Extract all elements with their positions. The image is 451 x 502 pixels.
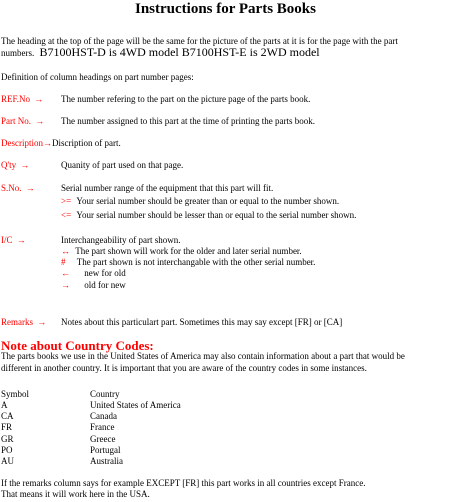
ic-note-old-for-new: → old for new <box>61 280 126 290</box>
serial-note-le: <= Your serial number should be lesser than or equal to the serial number shown. <box>61 210 357 220</box>
intro-numbers: numbers. <box>1 48 35 58</box>
desc-remarks: Notes about this particulart part. Sometimes this may say except [FR] or [CA] <box>61 317 343 327</box>
desc-sno: Serial number range of the equipment that this part will fit. <box>61 183 274 193</box>
arrow-right-icon: → <box>43 138 52 148</box>
desc-qty: Quanity of part used on that page. <box>61 160 184 170</box>
arrow-right-icon: → <box>20 160 30 170</box>
intro-models: B7100HST-D is 4WD model B7100HST-E is 2WD model <box>39 45 320 59</box>
page-title: Instructions for Parts Books <box>135 1 316 17</box>
country-code: AU <box>1 456 14 466</box>
label-qty: Q'ty → <box>1 160 30 170</box>
arrow-right-icon: → <box>16 235 26 245</box>
ic-note-both: ↔ The part shown will work for the older and later serial number. <box>61 246 302 256</box>
country-footer-1: If the remarks column says for example EXCEPT [FR] this part works in all countries except France. <box>1 478 366 488</box>
arrow-left-right-icon: ↔ <box>61 246 70 256</box>
serial-note-ge: >= Your serial number should be greater than or equal to the number shown. <box>61 196 340 206</box>
desc-ic: Interchangeability of part shown. <box>61 235 181 245</box>
country-code: A <box>1 400 8 410</box>
country-name: Australia <box>90 456 123 466</box>
arrow-right-icon: → <box>34 94 44 104</box>
country-footer-2: That means it will work here in the USA. <box>1 489 150 499</box>
definition-heading: Definition of column headings on part number pages: <box>1 72 194 82</box>
desc-description: Discription of part. <box>52 138 121 148</box>
less-equal-icon: <= <box>61 210 72 220</box>
country-code: PO <box>1 445 13 455</box>
intro-text: The heading at the top of the page will be the same for the picture of the parts at it is for the page with the part <box>1 36 398 46</box>
arrow-left-icon: ← <box>61 268 70 278</box>
country-code: GR <box>1 434 14 444</box>
country-name: Canada <box>90 411 117 421</box>
label-part-no: Part No. → <box>1 116 45 126</box>
label-ref-no: REF.No → <box>1 94 44 104</box>
label-remarks: Remarks → <box>1 317 47 327</box>
label-sno: S.No. → <box>1 183 35 193</box>
arrow-right-icon: → <box>37 317 47 327</box>
desc-part-no: The number assigned to this part at the time of printing the parts book. <box>61 116 315 126</box>
label-ic: I/C → <box>1 235 26 245</box>
country-intro-2: different in another country. It is important that you are aware of the country codes in some instances. <box>1 363 367 373</box>
arrow-right-icon: → <box>35 116 45 126</box>
country-name: France <box>90 422 115 432</box>
hash-icon: # <box>61 257 66 267</box>
country-name: Portugal <box>90 445 121 455</box>
country-col-country: Country <box>90 389 120 399</box>
greater-equal-icon: >= <box>61 196 72 206</box>
country-name: United States of America <box>90 400 181 410</box>
country-code: CA <box>1 411 14 421</box>
arrow-right-icon: → <box>25 183 35 193</box>
arrow-right-icon: → <box>61 280 70 290</box>
ic-note-new-for-old: ← new for old <box>61 268 126 278</box>
country-intro-1: The parts books we use in the United States of America may also contain information about a part that would be <box>1 351 405 361</box>
ic-note-hash: # The part shown is not interchangable with the other serial number. <box>61 257 316 267</box>
intro-text-2 <box>1 45 320 59</box>
country-code: FR <box>1 422 13 432</box>
country-name: Greece <box>90 434 116 444</box>
country-col-symbol: Symbol <box>1 389 30 399</box>
desc-ref-no: The number refering to the part on the picture page of the parts book. <box>61 94 311 104</box>
label-description: Description→Discription of part. <box>1 138 121 148</box>
country-heading: Note about Country Codes: <box>1 338 154 353</box>
